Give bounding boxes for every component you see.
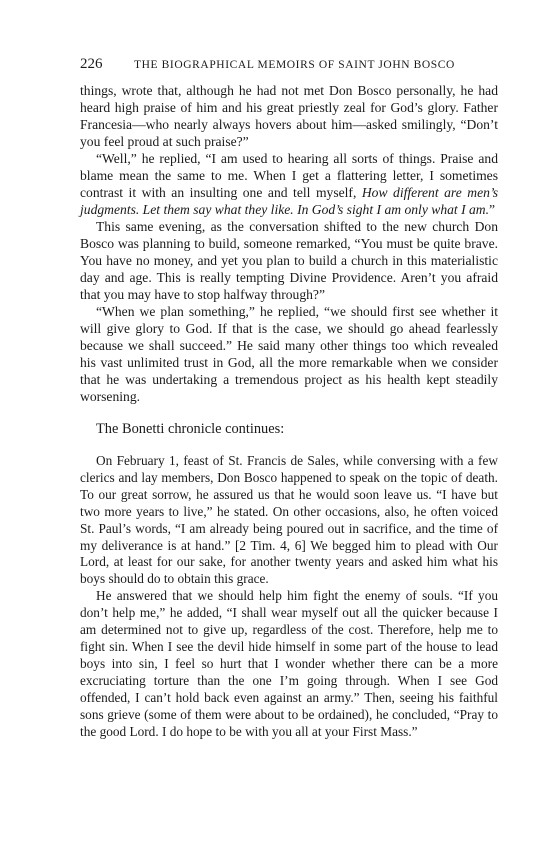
book-page (80, 56, 498, 740)
chronicle-quote (80, 453, 498, 740)
paragraph-2-close: ” (489, 202, 496, 217)
paragraph-3: This same evening, as the conversation shifted to the new church Don Bosco was planning to build, someone remarked, “You must be quite brave. You have no money, and yet you plan to build a church in this materialistic day and age. This is really tempting Divine Providence. Aren’t you afraid that you may have to stop halfway through?” (80, 219, 498, 302)
quote-paragraph-2: He answered that we should help him fight the enemy of souls. “If you don’t help me,” he added, “I shall wear myself out all the quicker because I am determined not to give up, regardless of the cost. Therefore, help me to fight sin. When I see the devil hide himself in some part of the house to lead boys into sin, I feel so hurt that I wonder whether there can be a more excruciating torture than the one I’m going through. When I see God offended, I can’t hold back even against an army.” Then, seeing his faithful sons grieve (some of them were about to be ordained), he concluded, “Pray to the good Lord. I do hope to be with you all at your First Mass.” (80, 588, 498, 739)
paragraph-1: things, wrote that, although he had not met Don Bosco personally, he had heard high praise of him and his great priestly zeal for God’s glory. Father Francesia—who nearly always hovers about him—asked smilingly, “Don’t you feel proud at such praise?” (80, 83, 498, 149)
paragraph-2-italic: How different are men’s judgments. Let them say what they like. In God’s sight I am only what I am. (80, 185, 498, 217)
chronicle-lead-in: The Bonetti chronicle continues: (96, 421, 285, 437)
running-title: THE BIOGRAPHICAL MEMOIRS OF SAINT JOHN BOSCO (134, 59, 455, 71)
page-number: 226 (80, 56, 103, 72)
paragraph-2 (80, 150, 498, 218)
main-text (80, 82, 498, 405)
paragraph-2-text: “Well,” he replied, “I am used to hearing all sorts of things. Praise and blame mean the same to me. When I get a flattering letter, I sometimes contrast it with an insulting one and tell myself, (80, 151, 498, 200)
quote-paragraph-1: On February 1, feast of St. Francis de Sales, while conversing with a few clerics and lay members, Don Bosco happened to speak on the topic of death. To our great sorrow, he assured us that he would soon leave us. “I have but two more years to live,” he stated. On other occasions, also, he often voiced St. Paul’s words, “I am already being poured out in sacrifice, and the time of my deliverance is at hand.” [2 Tim. 4, 6] We begged him to plead with Our Lord, at least for our sake, for another twenty years and asked him what his boys should do to obtain this grace. (80, 453, 498, 587)
running-head (80, 56, 498, 78)
paragraph-4: “When we plan something,” he replied, “we should first see whether it will give glory to God. If that is the case, we should go ahead fearlessly because we shall succeed.” He said many other things too which revealed his vast unlimited trust in God, all the more remarkable when we consider that he was undertaking a tremendous project as his health kept steadily worsening. (80, 304, 498, 404)
